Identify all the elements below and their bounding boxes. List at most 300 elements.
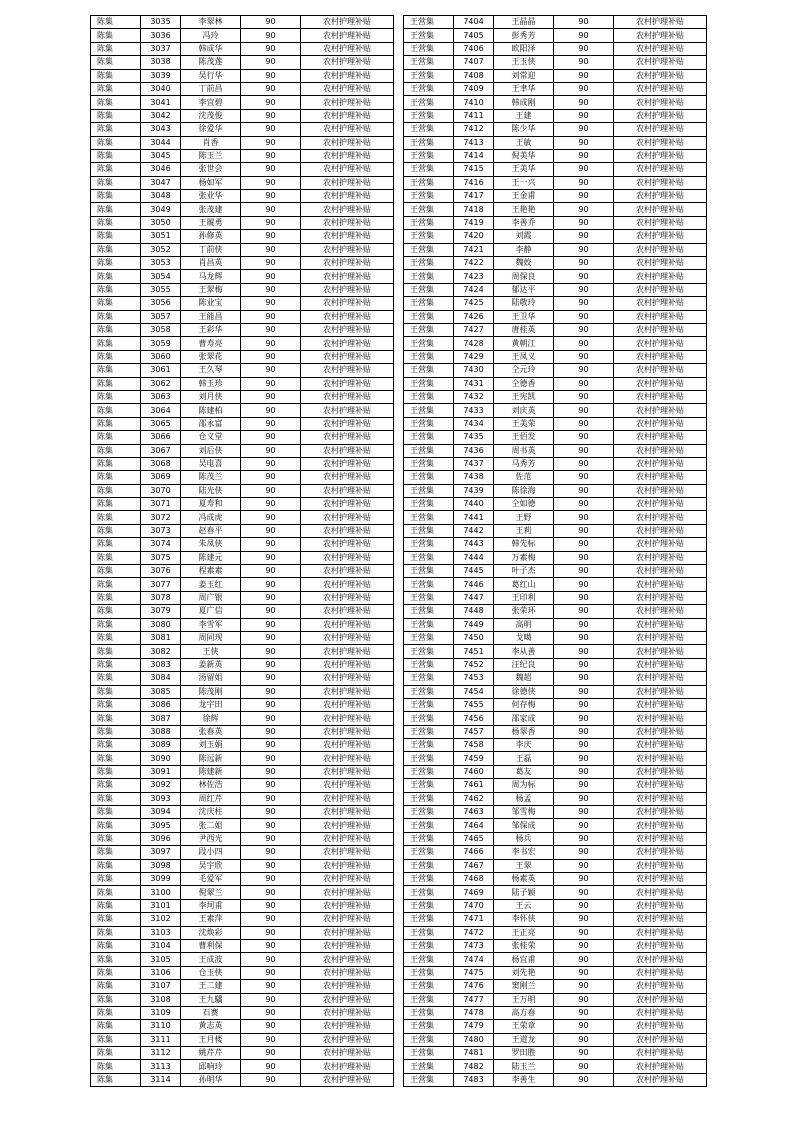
id-cell: 7405 — [454, 29, 494, 42]
table-row — [91, 109, 394, 122]
subsidy-type-cell: 农村护理补贴 — [614, 980, 707, 993]
amount-cell: 90 — [554, 377, 614, 390]
id-cell: 7466 — [454, 846, 494, 859]
subsidy-type-cell: 农村护理补贴 — [301, 698, 394, 711]
id-cell: 3045 — [141, 149, 181, 162]
id-cell: 7468 — [454, 873, 494, 886]
village-cell: 陈集 — [91, 190, 141, 203]
subsidy-type-cell: 农村护理补贴 — [614, 109, 707, 122]
amount-cell: 90 — [241, 618, 301, 631]
name-cell: 倪美华 — [494, 149, 554, 162]
name-cell: 肖香 — [181, 136, 241, 149]
subsidy-type-cell: 农村护理补贴 — [614, 498, 707, 511]
id-cell: 3048 — [141, 190, 181, 203]
subsidy-type-cell: 农村护理补贴 — [301, 163, 394, 176]
subsidy-type-cell: 农村护理补贴 — [301, 832, 394, 845]
amount-cell: 90 — [241, 511, 301, 524]
table-row — [404, 819, 707, 832]
table-row — [404, 337, 707, 350]
village-cell: 陈集 — [91, 658, 141, 671]
amount-cell: 90 — [241, 672, 301, 685]
id-cell: 7462 — [454, 792, 494, 805]
table-row — [91, 1047, 394, 1060]
amount-cell: 90 — [241, 123, 301, 136]
subsidy-type-cell: 农村护理补贴 — [614, 859, 707, 872]
table-row — [404, 605, 707, 618]
village-cell: 陈集 — [91, 283, 141, 296]
table-row — [404, 16, 707, 29]
amount-cell: 90 — [554, 310, 614, 323]
village-cell: 王营集 — [404, 431, 454, 444]
name-cell: 万素梅 — [494, 551, 554, 564]
name-cell: 魏姣 — [494, 257, 554, 270]
table-row — [404, 980, 707, 993]
village-cell: 王营集 — [404, 913, 454, 926]
table-row — [404, 96, 707, 109]
amount-cell: 90 — [241, 765, 301, 778]
subsidy-type-cell: 农村护理补贴 — [301, 16, 394, 29]
village-cell: 王营集 — [404, 136, 454, 149]
subsidy-type-cell: 农村护理补贴 — [614, 364, 707, 377]
name-cell: 孙修英 — [181, 230, 241, 243]
village-cell: 王营集 — [404, 56, 454, 69]
village-cell: 王营集 — [404, 364, 454, 377]
village-cell: 王营集 — [404, 176, 454, 189]
amount-cell: 90 — [554, 203, 614, 216]
village-cell: 王营集 — [404, 310, 454, 323]
amount-cell: 90 — [241, 82, 301, 95]
village-cell: 王营集 — [404, 685, 454, 698]
village-cell: 陈集 — [91, 56, 141, 69]
subsidy-type-cell: 农村护理补贴 — [614, 672, 707, 685]
name-cell: 王一兴 — [494, 176, 554, 189]
village-cell: 陈集 — [91, 82, 141, 95]
table-row — [91, 645, 394, 658]
table-row — [91, 913, 394, 926]
subsidy-type-cell: 农村护理补贴 — [301, 390, 394, 403]
amount-cell: 90 — [241, 752, 301, 765]
id-cell: 7448 — [454, 605, 494, 618]
name-cell: 邱响玲 — [181, 1060, 241, 1073]
table-row — [91, 939, 394, 952]
subsidy-type-cell: 农村护理补贴 — [301, 752, 394, 765]
amount-cell: 90 — [241, 832, 301, 845]
subsidy-type-cell: 农村护理补贴 — [301, 806, 394, 819]
village-cell: 陈集 — [91, 203, 141, 216]
name-cell: 王晶晶 — [494, 16, 554, 29]
id-cell: 7430 — [454, 364, 494, 377]
name-cell: 王正亮 — [494, 926, 554, 939]
id-cell: 3072 — [141, 511, 181, 524]
name-cell: 刘庆英 — [494, 404, 554, 417]
name-cell: 韩先标 — [494, 538, 554, 551]
village-cell: 陈集 — [91, 109, 141, 122]
id-cell: 7434 — [454, 417, 494, 430]
amount-cell: 90 — [241, 417, 301, 430]
table-row — [404, 618, 707, 631]
table-row — [91, 29, 394, 42]
name-cell: 张二姐 — [181, 819, 241, 832]
amount-cell: 90 — [241, 1033, 301, 1046]
name-cell: 陈建柏 — [181, 404, 241, 417]
subsidy-type-cell: 农村护理补贴 — [301, 605, 394, 618]
id-cell: 3056 — [141, 297, 181, 310]
table-row — [91, 886, 394, 899]
village-cell: 陈集 — [91, 42, 141, 55]
id-cell: 7471 — [454, 913, 494, 926]
village-cell: 陈集 — [91, 498, 141, 511]
subsidy-type-cell: 农村护理补贴 — [301, 685, 394, 698]
name-cell: 段小四 — [181, 846, 241, 859]
table-row — [91, 698, 394, 711]
amount-cell: 90 — [554, 1047, 614, 1060]
village-cell: 陈集 — [91, 243, 141, 256]
village-cell: 王营集 — [404, 297, 454, 310]
subsidy-type-cell: 农村护理补贴 — [614, 966, 707, 979]
amount-cell: 90 — [554, 712, 614, 725]
name-cell: 王月楼 — [181, 1033, 241, 1046]
name-cell: 李静 — [494, 243, 554, 256]
id-cell: 3081 — [141, 631, 181, 644]
name-cell: 刘常迎 — [494, 69, 554, 82]
amount-cell: 90 — [241, 926, 301, 939]
id-cell: 3107 — [141, 980, 181, 993]
amount-cell: 90 — [554, 431, 614, 444]
name-cell: 马秀芳 — [494, 457, 554, 470]
id-cell: 3041 — [141, 96, 181, 109]
table-row — [91, 538, 394, 551]
village-cell: 王营集 — [404, 82, 454, 95]
subsidy-type-cell: 农村护理补贴 — [614, 42, 707, 55]
amount-cell: 90 — [554, 966, 614, 979]
village-cell: 王营集 — [404, 109, 454, 122]
name-cell: 夏广信 — [181, 605, 241, 618]
village-cell: 王营集 — [404, 993, 454, 1006]
id-cell: 3075 — [141, 551, 181, 564]
amount-cell: 90 — [241, 323, 301, 336]
village-cell: 王营集 — [404, 216, 454, 229]
name-cell: 彭秀芳 — [494, 29, 554, 42]
village-cell: 陈集 — [91, 685, 141, 698]
subsidy-type-cell: 农村护理补贴 — [301, 283, 394, 296]
table-row — [91, 457, 394, 470]
subsidy-type-cell: 农村护理补贴 — [614, 29, 707, 42]
subsidy-type-cell: 农村护理补贴 — [614, 323, 707, 336]
id-cell: 7433 — [454, 404, 494, 417]
name-cell: 王彩华 — [181, 323, 241, 336]
amount-cell: 90 — [241, 243, 301, 256]
name-cell: 周书英 — [494, 444, 554, 457]
amount-cell: 90 — [241, 109, 301, 122]
village-cell: 陈集 — [91, 1060, 141, 1073]
name-cell: 王久琴 — [181, 364, 241, 377]
subsidy-type-cell: 农村护理补贴 — [614, 926, 707, 939]
id-cell: 3042 — [141, 109, 181, 122]
subsidy-type-cell: 农村护理补贴 — [301, 926, 394, 939]
village-cell: 陈集 — [91, 739, 141, 752]
subsidy-type-cell: 农村护理补贴 — [301, 257, 394, 270]
village-cell: 王营集 — [404, 404, 454, 417]
table-row — [91, 739, 394, 752]
table-row — [91, 899, 394, 912]
subsidy-type-cell: 农村护理补贴 — [301, 297, 394, 310]
subsidy-type-cell: 农村护理补贴 — [301, 538, 394, 551]
subsidy-type-cell: 农村护理补贴 — [614, 712, 707, 725]
village-cell: 王营集 — [404, 739, 454, 752]
amount-cell: 90 — [241, 565, 301, 578]
village-cell: 王营集 — [404, 1060, 454, 1073]
id-cell: 7465 — [454, 832, 494, 845]
amount-cell: 90 — [241, 190, 301, 203]
subsidy-type-cell: 农村护理补贴 — [301, 1073, 394, 1086]
subsidy-type-cell: 农村护理补贴 — [301, 243, 394, 256]
village-cell: 王营集 — [404, 471, 454, 484]
id-cell: 3079 — [141, 605, 181, 618]
village-cell: 陈集 — [91, 859, 141, 872]
village-cell: 王营集 — [404, 123, 454, 136]
table-row — [404, 69, 707, 82]
village-cell: 王营集 — [404, 69, 454, 82]
id-cell: 3113 — [141, 1060, 181, 1073]
amount-cell: 90 — [554, 926, 614, 939]
village-cell: 陈集 — [91, 1020, 141, 1033]
table-row — [91, 471, 394, 484]
subsidy-type-cell: 农村护理补贴 — [301, 1047, 394, 1060]
village-cell: 陈集 — [91, 578, 141, 591]
amount-cell: 90 — [241, 283, 301, 296]
name-cell: 沈茂俊 — [181, 109, 241, 122]
village-cell: 陈集 — [91, 779, 141, 792]
id-cell: 3052 — [141, 243, 181, 256]
name-cell: 石赛 — [181, 1006, 241, 1019]
id-cell: 3099 — [141, 873, 181, 886]
table-row — [91, 69, 394, 82]
amount-cell: 90 — [554, 953, 614, 966]
name-cell: 孙明华 — [181, 1073, 241, 1086]
name-cell: 仝德香 — [494, 377, 554, 390]
name-cell: 尹西光 — [181, 832, 241, 845]
id-cell: 3090 — [141, 752, 181, 765]
amount-cell: 90 — [554, 190, 614, 203]
table-row — [91, 377, 394, 390]
subsidy-type-cell: 农村护理补贴 — [301, 873, 394, 886]
amount-cell: 90 — [241, 779, 301, 792]
village-cell: 王营集 — [404, 832, 454, 845]
subsidy-type-cell: 农村护理补贴 — [301, 109, 394, 122]
id-cell: 7438 — [454, 471, 494, 484]
table-row — [404, 565, 707, 578]
amount-cell: 90 — [241, 873, 301, 886]
subsidy-type-cell: 农村护理补贴 — [301, 551, 394, 564]
id-cell: 3069 — [141, 471, 181, 484]
amount-cell: 90 — [241, 350, 301, 363]
id-cell: 3114 — [141, 1073, 181, 1086]
id-cell: 3065 — [141, 417, 181, 430]
village-cell: 王营集 — [404, 672, 454, 685]
name-cell: 仓义堂 — [181, 431, 241, 444]
amount-cell: 90 — [241, 310, 301, 323]
name-cell: 黄志英 — [181, 1020, 241, 1033]
amount-cell: 90 — [554, 899, 614, 912]
name-cell: 陈茂刚 — [181, 685, 241, 698]
table-row — [91, 806, 394, 819]
id-cell: 3068 — [141, 457, 181, 470]
subsidy-type-cell: 农村护理补贴 — [614, 243, 707, 256]
id-cell: 3094 — [141, 806, 181, 819]
table-row — [91, 123, 394, 136]
name-cell: 陆敬玲 — [494, 297, 554, 310]
name-cell: 王素萍 — [181, 913, 241, 926]
amount-cell: 90 — [241, 498, 301, 511]
village-cell: 王营集 — [404, 29, 454, 42]
amount-cell: 90 — [241, 364, 301, 377]
name-cell: 张桂荣 — [494, 939, 554, 952]
subsidy-type-cell: 农村护理补贴 — [301, 993, 394, 1006]
table-row — [404, 377, 707, 390]
id-cell: 7451 — [454, 645, 494, 658]
subsidy-type-cell: 农村护理补贴 — [614, 752, 707, 765]
table-row — [404, 1047, 707, 1060]
village-cell: 王营集 — [404, 631, 454, 644]
table-row — [404, 551, 707, 564]
subsidy-type-cell: 农村护理补贴 — [614, 390, 707, 403]
village-cell: 陈集 — [91, 846, 141, 859]
name-cell: 王敏 — [494, 136, 554, 149]
subsidy-type-cell: 农村护理补贴 — [301, 1006, 394, 1019]
table-row — [91, 82, 394, 95]
subsidy-type-cell: 农村护理补贴 — [614, 1060, 707, 1073]
id-cell: 7469 — [454, 886, 494, 899]
table-row — [404, 136, 707, 149]
id-cell: 7425 — [454, 297, 494, 310]
id-cell: 3044 — [141, 136, 181, 149]
village-cell: 陈集 — [91, 270, 141, 283]
subsidy-type-cell: 农村护理补贴 — [301, 846, 394, 859]
amount-cell: 90 — [554, 792, 614, 805]
amount-cell: 90 — [554, 578, 614, 591]
table-row — [404, 457, 707, 470]
table-row — [404, 1006, 707, 1019]
village-cell: 王营集 — [404, 779, 454, 792]
amount-cell: 90 — [554, 216, 614, 229]
amount-cell: 90 — [554, 1006, 614, 1019]
id-cell: 7411 — [454, 109, 494, 122]
id-cell: 7483 — [454, 1073, 494, 1086]
name-cell: 李翠林 — [181, 16, 241, 29]
name-cell: 魏超 — [494, 672, 554, 685]
id-cell: 7481 — [454, 1047, 494, 1060]
table-row — [404, 685, 707, 698]
name-cell: 周保良 — [494, 270, 554, 283]
village-cell: 陈集 — [91, 511, 141, 524]
amount-cell: 90 — [241, 524, 301, 537]
id-cell: 3062 — [141, 377, 181, 390]
name-cell: 王万明 — [494, 993, 554, 1006]
table-row — [404, 953, 707, 966]
village-cell: 陈集 — [91, 1033, 141, 1046]
subsidy-type-cell: 农村护理补贴 — [301, 980, 394, 993]
id-cell: 3063 — [141, 390, 181, 403]
table-row — [91, 752, 394, 765]
name-cell: 杨素英 — [494, 873, 554, 886]
subsidy-type-cell: 农村护理补贴 — [301, 498, 394, 511]
amount-cell: 90 — [241, 953, 301, 966]
village-cell: 王营集 — [404, 565, 454, 578]
amount-cell: 90 — [241, 993, 301, 1006]
name-cell: 周同现 — [181, 631, 241, 644]
amount-cell: 90 — [554, 390, 614, 403]
village-cell: 王营集 — [404, 190, 454, 203]
subsidy-type-cell: 农村护理补贴 — [614, 270, 707, 283]
amount-cell: 90 — [554, 364, 614, 377]
subsidy-type-cell: 农村护理补贴 — [301, 739, 394, 752]
name-cell: 吴电喜 — [181, 457, 241, 470]
amount-cell: 90 — [554, 243, 614, 256]
subsidy-type-cell: 农村护理补贴 — [614, 203, 707, 216]
village-cell: 陈集 — [91, 966, 141, 979]
table-row — [91, 926, 394, 939]
amount-cell: 90 — [554, 538, 614, 551]
table-row — [404, 404, 707, 417]
table-row — [91, 685, 394, 698]
amount-cell: 90 — [241, 806, 301, 819]
village-cell: 陈集 — [91, 257, 141, 270]
table-row — [404, 1060, 707, 1073]
amount-cell: 90 — [554, 551, 614, 564]
amount-cell: 90 — [241, 1020, 301, 1033]
amount-cell: 90 — [554, 672, 614, 685]
subsidy-type-cell: 农村护理补贴 — [614, 350, 707, 363]
name-cell: 郁达平 — [494, 283, 554, 296]
id-cell: 7444 — [454, 551, 494, 564]
amount-cell: 90 — [554, 337, 614, 350]
amount-cell: 90 — [241, 203, 301, 216]
table-row — [91, 163, 394, 176]
table-row — [91, 605, 394, 618]
subsidy-type-cell: 农村护理补贴 — [614, 806, 707, 819]
village-cell: 王营集 — [404, 645, 454, 658]
subsidy-type-cell: 农村护理补贴 — [301, 216, 394, 229]
village-cell: 陈集 — [91, 993, 141, 1006]
id-cell: 7459 — [454, 752, 494, 765]
table-row — [91, 672, 394, 685]
village-cell: 陈集 — [91, 618, 141, 631]
subsidy-type-cell: 农村护理补贴 — [301, 323, 394, 336]
name-cell: 王二建 — [181, 980, 241, 993]
village-cell: 王营集 — [404, 149, 454, 162]
name-cell: 王成波 — [181, 953, 241, 966]
village-cell: 陈集 — [91, 752, 141, 765]
village-cell: 陈集 — [91, 953, 141, 966]
name-cell: 韩成刚 — [494, 96, 554, 109]
id-cell: 3100 — [141, 886, 181, 899]
id-cell: 7450 — [454, 631, 494, 644]
amount-cell: 90 — [554, 457, 614, 470]
table-row — [404, 123, 707, 136]
subsidy-type-cell: 农村护理补贴 — [301, 69, 394, 82]
village-cell: 陈集 — [91, 149, 141, 162]
id-cell: 7475 — [454, 966, 494, 979]
amount-cell: 90 — [241, 899, 301, 912]
id-cell: 3038 — [141, 56, 181, 69]
subsidy-type-cell: 农村护理补贴 — [301, 42, 394, 55]
table-row — [404, 712, 707, 725]
name-cell: 王翠梅 — [181, 283, 241, 296]
village-cell: 陈集 — [91, 230, 141, 243]
name-cell: 肖昌英 — [181, 257, 241, 270]
name-cell: 王宪凯 — [494, 390, 554, 403]
name-cell: 李坷甫 — [181, 899, 241, 912]
